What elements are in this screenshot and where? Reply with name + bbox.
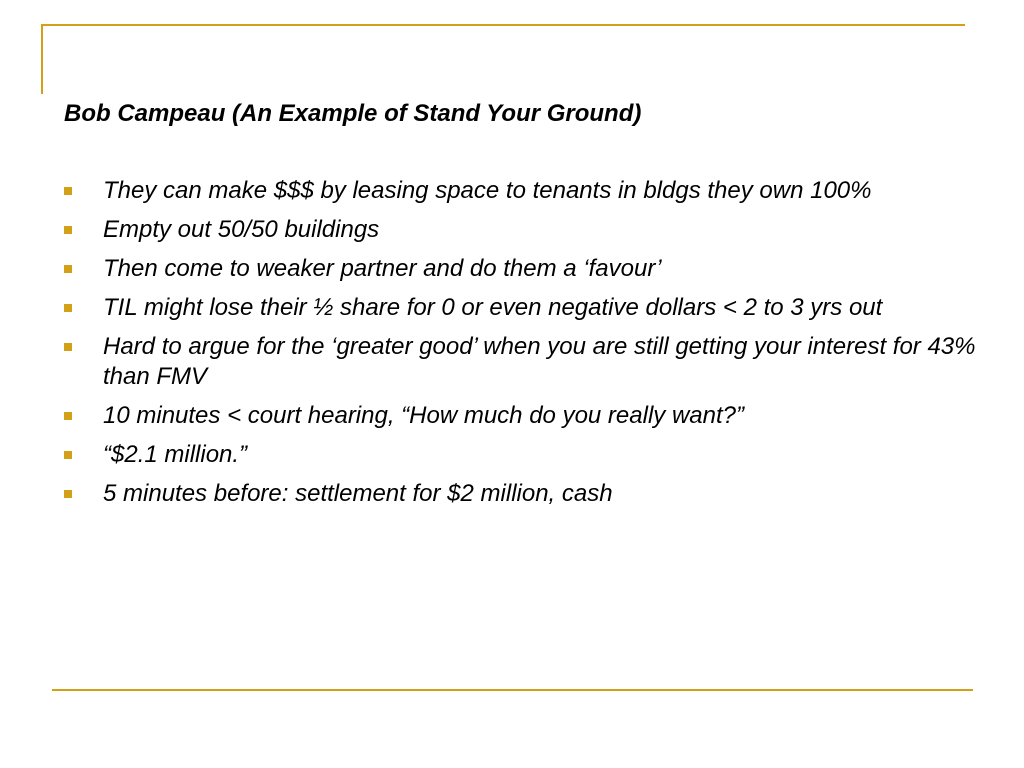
slide-title: Bob Campeau (An Example of Stand Your Ground) [64, 100, 642, 127]
square-bullet-icon [64, 343, 72, 351]
bullet-text: Empty out 50/50 buildings [103, 216, 380, 243]
bullet-item [64, 215, 984, 245]
bullet-item [64, 254, 984, 284]
bullet-text: 5 minutes before: settlement for $2 million, cash [103, 480, 613, 507]
bullet-item [64, 479, 984, 509]
bullet-item [64, 293, 984, 323]
square-bullet-icon [64, 412, 72, 420]
bullet-text: They can make $$$ by leasing space to tenants in bldgs they own 100% [103, 177, 872, 204]
bullet-text: Then come to weaker partner and do them a ‘favour’ [103, 255, 662, 282]
frame-accent-vertical-line [41, 24, 43, 94]
frame-accent-top-line [41, 24, 965, 26]
bullet-text: 10 minutes < court hearing, “How much do you really want?” [103, 402, 744, 429]
bullet-text: “$2.1 million.” [103, 441, 248, 468]
square-bullet-icon [64, 304, 72, 312]
bullet-item [64, 440, 984, 470]
bullet-item [64, 332, 984, 392]
square-bullet-icon [64, 226, 72, 234]
square-bullet-icon [64, 490, 72, 498]
frame-accent-bottom-line [52, 689, 973, 691]
square-bullet-icon [64, 187, 72, 195]
bullet-list [64, 176, 984, 518]
bullet-text: Hard to argue for the ‘greater good’ when you are still getting your interest for 43% than FMV [103, 333, 976, 390]
bullet-item [64, 401, 984, 431]
bullet-text: TIL might lose their ½ share for 0 or even negative dollars < 2 to 3 yrs out [103, 294, 883, 321]
square-bullet-icon [64, 265, 72, 273]
bullet-item [64, 176, 984, 206]
square-bullet-icon [64, 451, 72, 459]
